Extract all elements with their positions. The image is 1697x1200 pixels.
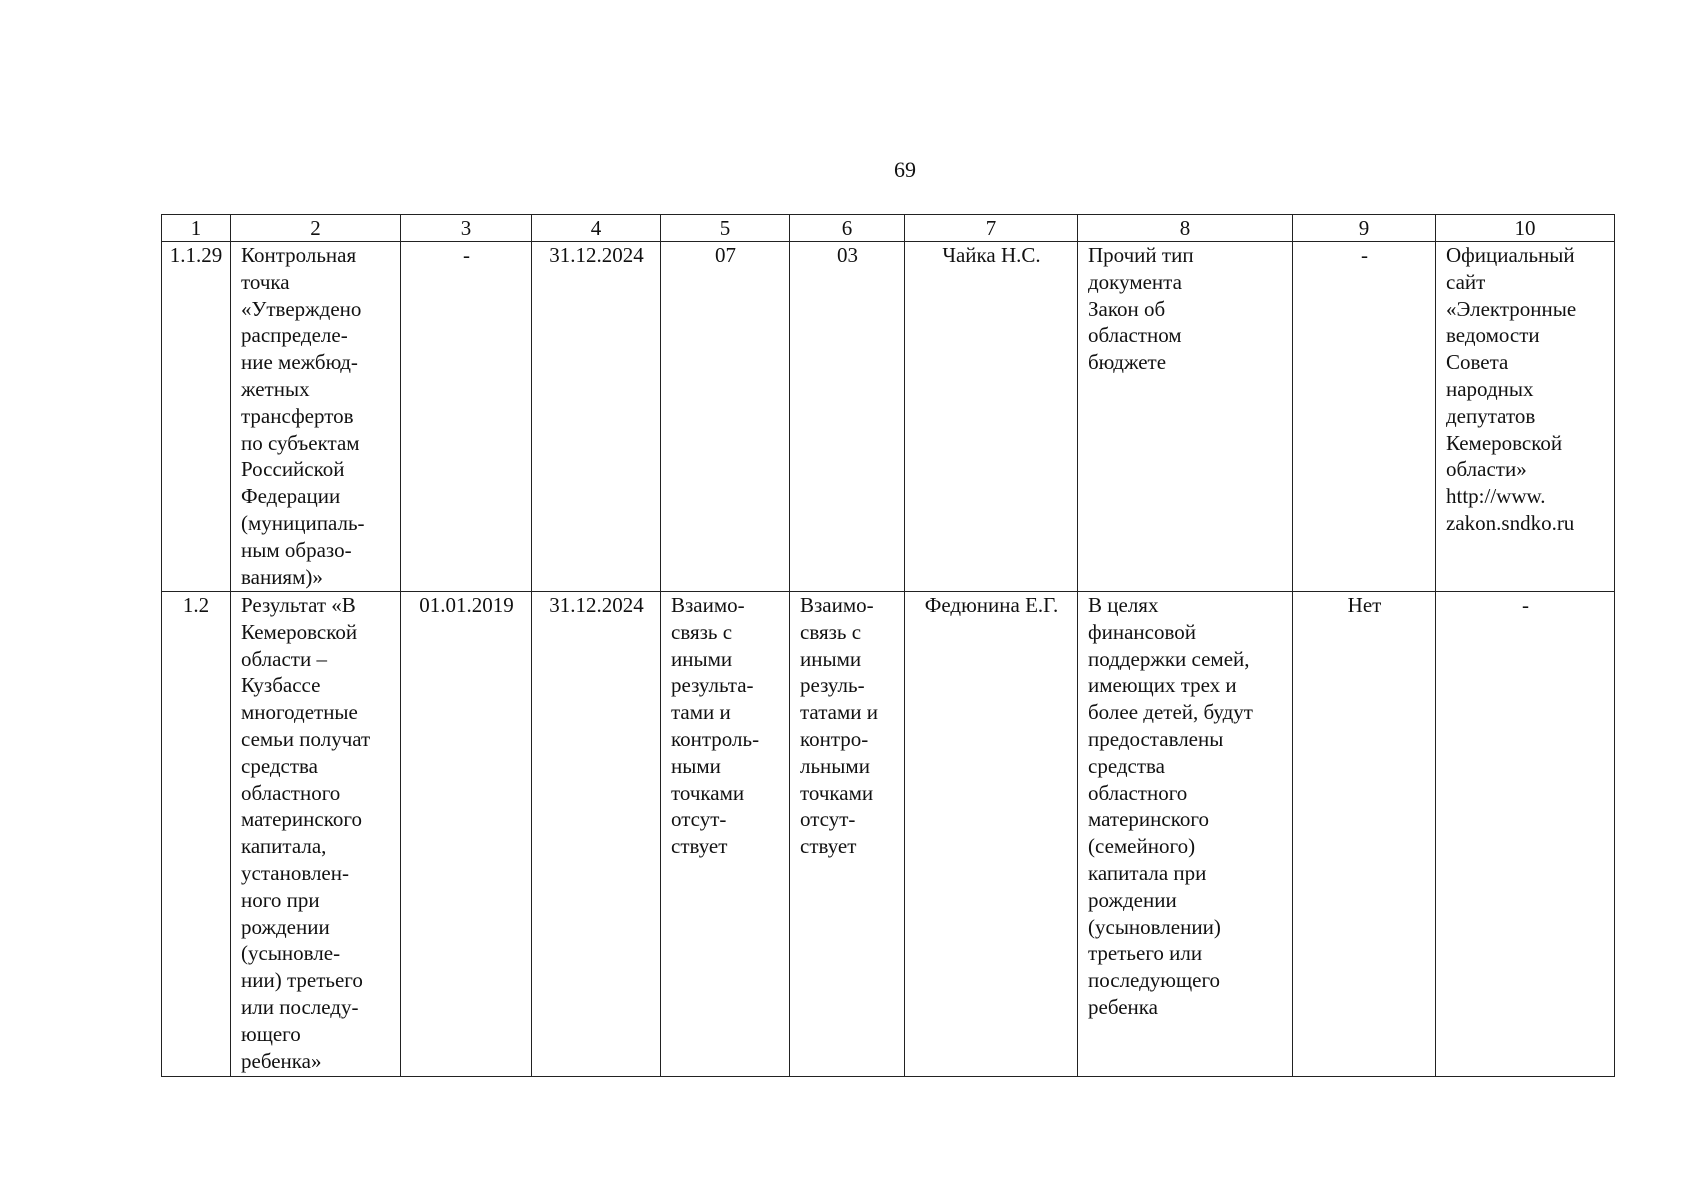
- row-number-cell: 1.1.29: [162, 242, 231, 592]
- data-table: [161, 214, 1615, 1077]
- column-9-cell: -: [1293, 242, 1436, 592]
- description-cell: Контрольная точка «Утверждено распределе- ние межбюд- жетных трансфертов по субъектам Российской Федерации (муниципаль- ным образо- ваниям)»: [231, 242, 401, 592]
- table-header-row: [162, 215, 1615, 242]
- header-cell: 10: [1436, 215, 1615, 242]
- start-date-cell: -: [401, 242, 532, 592]
- start-date-cell: 01.01.2019: [401, 592, 532, 1077]
- column-5-cell: 07: [661, 242, 790, 592]
- column-9-cell: Нет: [1293, 592, 1436, 1077]
- column-6-cell: 03: [790, 242, 905, 592]
- header-cell: 9: [1293, 215, 1436, 242]
- table-row: [162, 592, 1615, 1077]
- table-row: [162, 242, 1615, 592]
- header-cell: 1: [162, 215, 231, 242]
- source-cell: Официальный сайт «Электронные ведомости Совета народных депутатов Кемеровской области» http://www. zakon.sndko.ru: [1436, 242, 1615, 592]
- column-6-cell: Взаимо- связь с иными резуль- татами и контро- льными точками отсут- ствует: [790, 592, 905, 1077]
- end-date-cell: 31.12.2024: [532, 242, 661, 592]
- header-cell: 7: [905, 215, 1078, 242]
- row-number-cell: 1.2: [162, 592, 231, 1077]
- document-type-cell: В целях финансовой поддержки семей, имеющих трех и более детей, будут предоставлены средства областного материнского (семейного) капитала при рождении (усыновлении) третьего или последующего ребенка: [1078, 592, 1293, 1077]
- document-type-cell: Прочий тип документа Закон об областном бюджете: [1078, 242, 1293, 592]
- responsible-cell: Федюнина Е.Г.: [905, 592, 1078, 1077]
- responsible-cell: Чайка Н.С.: [905, 242, 1078, 592]
- source-cell: -: [1436, 592, 1615, 1077]
- header-cell: 6: [790, 215, 905, 242]
- header-cell: 3: [401, 215, 532, 242]
- column-5-cell: Взаимо- связь с иными результа- тами и контроль- ными точками отсут- ствует: [661, 592, 790, 1077]
- header-cell: 5: [661, 215, 790, 242]
- description-cell: Результат «В Кемеровской области – Кузбассе многодетные семьи получат средства областного материнского капитала, установлен- ного при рождении (усыновле- нии) третьего или последу- ющего ребенка»: [231, 592, 401, 1077]
- header-cell: 2: [231, 215, 401, 242]
- header-cell: 8: [1078, 215, 1293, 242]
- end-date-cell: 31.12.2024: [532, 592, 661, 1077]
- page-number: 69: [894, 157, 916, 182]
- header-cell: 4: [532, 215, 661, 242]
